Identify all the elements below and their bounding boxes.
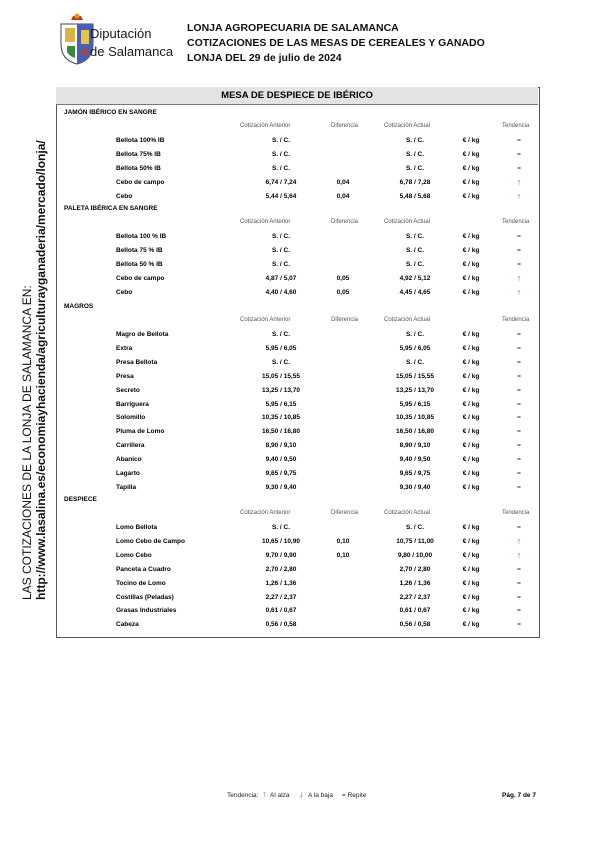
column-header-diff: Diferencia [331,510,359,516]
table-row [56,563,538,576]
table-row [56,521,538,534]
cell-cur: 0,61 / 0,67 [399,607,431,615]
cell-prev: 9,30 / 9,40 [265,483,297,491]
cell-name: Pluma de Lomo [116,428,165,436]
table-row [56,190,538,203]
cell-name: Secreto [116,386,140,394]
legend-up: Al alza [270,792,290,799]
legend-down: A la baja [308,792,333,799]
cell-prev: 1,26 / 1,36 [265,579,297,587]
cell-name: Abanico [116,456,142,464]
cell-name: Bellota 75% IB [116,150,161,158]
cell-name: Barriguera [116,400,149,408]
side-note [20,40,48,600]
cell-cur: S. / C. [405,260,425,268]
section-heading: PALETA IBÉRICA EN SANGRE [64,205,158,212]
cell-cur: 2,27 / 2,37 [399,593,431,601]
trend-equal-cell: = [517,233,521,240]
cell-cur: S. / C. [405,331,425,338]
cell-prev: 10,65 / 10,90 [262,537,300,545]
cell-prev: 16,50 / 16,80 [262,428,300,436]
cell-cur: 9,30 / 9,40 [399,483,431,491]
column-header-cur: Cotización Actual [384,123,431,129]
cell-name: Presa Bellota [116,358,158,366]
cell-unit: € / kg [462,233,480,240]
logo-text-line2: de Salamanca [90,44,174,59]
cell-prev: 9,70 / 9,90 [265,551,297,559]
cell-unit: € / kg [462,593,480,601]
table-row [56,176,538,189]
table-row [56,453,538,466]
trend-equal-cell: = [517,164,521,172]
trend-equal-cell: = [517,386,521,394]
cell-cur: 10,75 / 11,00 [396,537,434,545]
cell-prev: 2,70 / 2,80 [265,565,297,573]
trend-equal-cell: = [517,344,521,352]
section-heading: DESPIECE [64,496,97,503]
trend-up-icon: ↑ [516,272,522,283]
cell-prev: S. / C. [271,233,291,240]
cell-cur: 5,95 / 6,05 [399,344,431,352]
cell-prev: 5,95 / 6,15 [265,400,297,408]
cell-name: Extra [116,344,133,352]
cell-prev: 15,05 / 15,55 [262,372,300,380]
cell-unit: € / kg [462,551,480,559]
cell-prev: 8,90 / 9,10 [265,442,297,450]
table-title: MESA DE DESPIECE DE IBÉRICO [56,87,538,105]
cell-diff: 0,10 [336,551,350,559]
column-header-trend: Tendencia [502,510,530,516]
section-heading: MAGROS [64,303,94,310]
table-row [56,342,538,355]
cell-unit: € / kg [462,524,480,531]
trend-up-icon: ↑ [516,549,522,560]
cell-prev: 0,61 / 0,67 [265,607,297,615]
cell-cur: 15,05 / 15,55 [396,372,434,380]
cell-cur: 0,56 / 0,58 [399,621,431,629]
trend-equal-cell: = [517,579,521,587]
cell-prev: 10,35 / 10,85 [262,414,300,422]
cell-name: Lagarto [116,470,140,477]
trend-equal-cell: = [517,137,521,144]
trend-equal-cell: = [517,358,521,366]
cell-prev: 4,40 / 4,60 [265,288,297,296]
column-header-trend: Tendencia [502,219,530,225]
trend-equal-cell: = [517,621,521,629]
trend-up-icon: ↑ [516,176,522,187]
trend-up-icon: ↑ [516,286,522,297]
cell-prev: 9,40 / 9,50 [265,456,297,464]
cell-unit: € / kg [462,246,480,254]
header-line3: LONJA DEL 29 de julio de 2024 [187,52,342,64]
trend-equal-cell: = [517,470,521,477]
cell-cur: 9,80 / 10,00 [397,551,433,559]
column-header-diff: Diferencia [331,123,359,129]
cell-diff: 0,10 [336,537,350,545]
cell-cur: 9,65 / 9,75 [399,470,431,477]
cell-unit: € / kg [462,386,480,394]
cell-unit: € / kg [462,483,480,491]
cell-cur: 4,45 / 4,65 [399,288,431,296]
table-row [56,425,538,438]
table-row [56,604,538,617]
coat-of-arms-icon [61,14,93,65]
trend-equal-cell: = [517,400,521,408]
cell-unit: € / kg [462,607,480,615]
cell-unit: € / kg [462,537,480,545]
table-row [56,328,538,341]
cell-cur: S. / C. [405,150,425,158]
cell-cur: 4,92 / 5,12 [399,274,431,282]
cell-unit: € / kg [462,621,480,629]
cell-unit: € / kg [462,470,480,477]
cell-unit: € / kg [462,565,480,573]
side-note-url[interactable]: http://www.lasalina.es/economiayhacienda/agriculturayganaderia/mercado/lonja/ [34,140,48,600]
table-row [56,286,538,299]
cell-cur: S. / C. [405,524,425,531]
column-header-prev: Cotización Anterior [240,510,291,516]
table-row [56,411,538,424]
cell-unit: € / kg [462,192,480,200]
table-row [56,398,538,411]
cell-prev: 5,44 / 5,64 [265,192,297,200]
cell-unit: € / kg [462,414,480,422]
cell-unit: € / kg [462,274,480,282]
cell-unit: € / kg [462,400,480,408]
trend-equal-cell: = [517,483,521,491]
trend-equal-cell: = [517,607,521,615]
cell-unit: € / kg [462,150,480,158]
cell-unit: € / kg [462,288,480,296]
header-line1: LONJA AGROPECUARIA DE SALAMANCA [187,22,399,34]
cell-name: Magro de Bellota [116,331,169,338]
table-row [56,591,538,604]
cell-name: Bellota 100% IB [116,137,165,144]
column-header-trend: Tendencia [502,317,530,323]
column-header-trend: Tendencia [502,123,530,129]
cell-name: Costillas (Peladas) [116,593,174,601]
trend-equal-cell: = [517,150,521,158]
cell-cur: 16,50 / 16,80 [396,428,434,436]
cell-name: Cebo [116,192,133,200]
cell-cur: S. / C. [405,246,425,254]
cell-name: Bellota 75 % IB [116,246,163,254]
cell-prev: 9,65 / 9,75 [265,470,297,477]
cell-cur: 10,35 / 10,85 [396,414,434,422]
down-arrow-icon: ↓ [299,789,304,799]
cell-prev: S. / C. [271,137,291,144]
cell-prev: 0,56 / 0,58 [265,621,297,629]
cell-unit: € / kg [462,358,480,366]
table-row [56,162,538,175]
cell-diff: 0,05 [336,274,350,282]
table-row [56,577,538,590]
cell-unit: € / kg [462,456,480,464]
cell-cur: 5,48 / 5,68 [399,192,431,200]
trend-equal-cell: = [517,331,521,338]
cell-name: Solomillo [116,414,146,422]
cell-prev: 6,74 / 7,24 [265,178,297,186]
table-row [56,439,538,452]
column-header-prev: Cotización Anterior [240,317,291,323]
cell-name: Cabeza [116,621,139,629]
cell-prev: 5,95 / 6,05 [265,344,297,352]
cell-unit: € / kg [462,260,480,268]
cell-unit: € / kg [462,178,480,186]
table-row [56,148,538,161]
table-row [56,356,538,369]
column-header-diff: Diferencia [331,219,359,225]
cell-prev: S. / C. [271,331,291,338]
cell-name: Lomo Cebo [116,551,152,559]
cell-name: Presa [116,372,134,380]
cell-cur: 2,70 / 2,80 [399,565,431,573]
cell-name: Cebo [116,288,133,296]
cell-unit: € / kg [462,164,480,172]
table-row [56,549,538,562]
trend-equal-cell: = [517,246,521,254]
up-arrow-icon: ↑ [262,789,267,799]
cell-cur: 5,95 / 6,15 [399,400,431,408]
header-line2: COTIZACIONES DE LAS MESAS DE CEREALES Y GANADO [187,37,485,49]
trend-equal-cell: = [517,414,521,422]
trend-up-icon: ↑ [516,190,522,201]
cell-unit: € / kg [462,428,480,436]
cell-prev: S. / C. [271,164,291,172]
trend-equal-cell: = [517,593,521,601]
cell-name: Grasas Industriales [116,607,177,615]
trend-equal-cell: = [517,260,521,268]
table-row [56,618,538,631]
cell-prev: 4,87 / 5,07 [265,274,297,282]
cell-cur: 6,78 / 7,28 [399,178,431,186]
table-row [56,230,538,243]
table-row [56,535,538,548]
legend-label: Tendencia: [227,792,259,799]
table-row [56,467,538,480]
cell-unit: € / kg [462,331,480,338]
cell-prev: S. / C. [271,150,291,158]
cell-diff: 0,04 [336,192,350,200]
cell-prev: S. / C. [271,246,291,254]
cell-name: Cebo de campo [116,178,165,186]
cell-name: Bellota 50% IB [116,164,161,172]
cell-cur: 1,26 / 1,36 [399,579,431,587]
cell-cur: 9,40 / 9,50 [399,456,431,464]
trend-equal-cell: = [517,524,521,531]
cell-name: Lomo Bellota [116,524,158,531]
cell-cur: S. / C. [405,233,425,240]
trend-up-icon: ↑ [516,535,522,546]
page-number: Pág. 7 de 7 [502,792,536,799]
cell-prev: S. / C. [271,524,291,531]
table-row [56,244,538,257]
table-row [56,258,538,271]
cell-name: Tocino de Lomo [116,579,166,587]
cell-unit: € / kg [462,137,480,144]
legend-repeat: = Repite [342,792,367,799]
cell-name: Cebo de campo [116,274,165,282]
column-header-diff: Diferencia [331,317,359,323]
column-header-cur: Cotización Actual [384,510,431,516]
cell-prev: 2,27 / 2,37 [265,593,297,601]
cell-cur: 13,25 / 13,70 [396,386,434,394]
cell-unit: € / kg [462,344,480,352]
cell-unit: € / kg [462,442,480,450]
table-row [56,481,538,494]
trend-equal-cell: = [517,456,521,464]
cell-unit: € / kg [462,579,480,587]
cell-diff: 0,05 [336,288,350,296]
cell-unit: € / kg [462,372,480,380]
section-heading: JAMÓN IBÉRICO EN SANGRE [64,109,157,116]
column-header-prev: Cotización Anterior [240,219,291,225]
table-row [56,384,538,397]
cell-prev: S. / C. [271,358,291,366]
cell-cur: S. / C. [405,137,425,144]
cell-cur: S. / C. [405,358,425,366]
table-row [56,272,538,285]
cell-cur: 8,90 / 9,10 [399,442,431,450]
cell-name: Tapilla [116,483,137,491]
column-header-cur: Cotización Actual [384,219,431,225]
cell-name: Panceta a Cuadro [116,565,171,573]
table-row [56,370,538,383]
cell-name: Bellota 50 % IB [116,260,163,268]
cell-name: Lomo Cebo de Campo [116,537,185,545]
cell-name: Carrillera [116,442,145,450]
trend-equal-cell: = [517,372,521,380]
column-header-prev: Cotización Anterior [240,123,291,129]
trend-equal-cell: = [517,565,521,573]
cell-cur: S. / C. [405,164,425,172]
column-header-cur: Cotización Actual [384,317,431,323]
cell-prev: S. / C. [271,260,291,268]
cell-diff: 0,04 [336,178,350,186]
cell-prev: 13,25 / 13,70 [262,386,300,394]
cell-name: Bellota 100 % IB [116,233,167,240]
trend-equal-cell: = [517,428,521,436]
side-note-line1: LAS COTIZACIONES DE LA LONJA DE SALAMANCA EN: [20,285,34,600]
logo-text-line1: Diputación [90,26,152,41]
trend-equal-cell: = [517,442,521,450]
table-row [56,134,538,147]
